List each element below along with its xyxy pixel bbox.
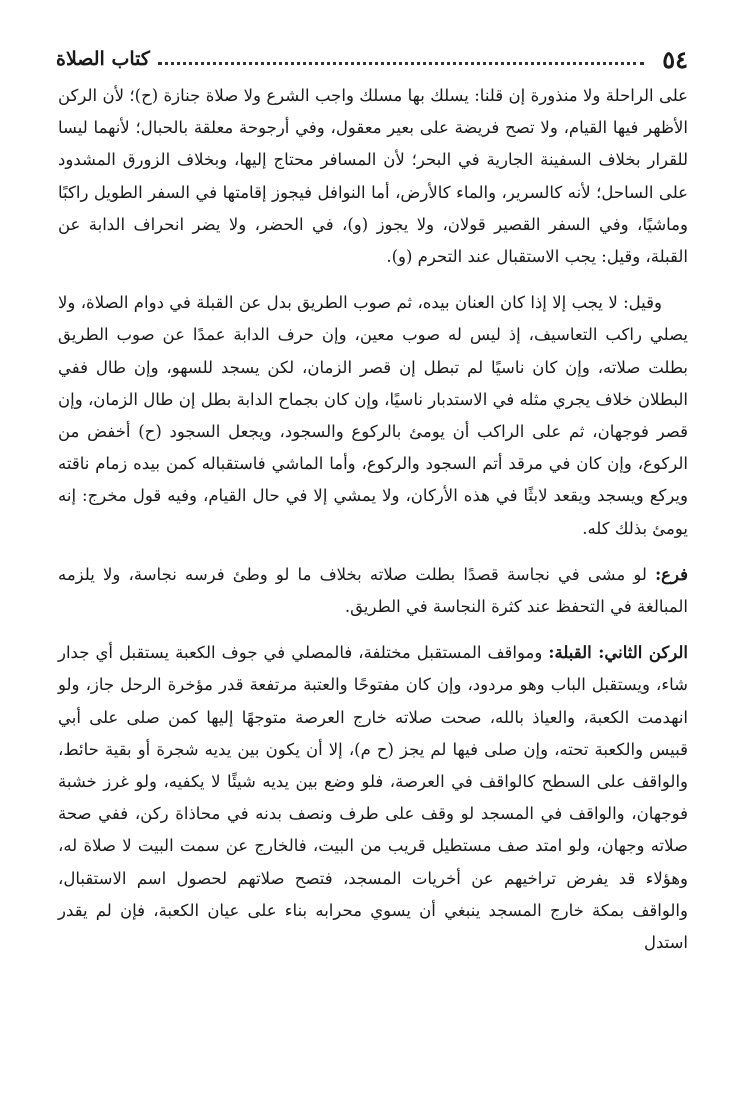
paragraph-lead: فرع:: [655, 564, 688, 584]
paragraph-text: على الراحلة ولا منذورة إن قلنا: يسلك بها مسلك واجب الشرع ولا صلاة جنازة (ح)؛ لأن الركن الأظهر فيها القيام، ولا تصح فريضة على بعير معقول، وفي أرجوحة معلقة بالحبال؛ لأنهما ليسا للقرار بخلاف السفينة الجارية في البحر؛ لأن المسافر محتاج إليها، وبخلاف الزورق المشدود على الساحل؛ لأنه كالسرير، والماء كالأرض، أما النوافل فيجوز إقامتها في السفر الطويل راكبًا وماشيًا، وفي السفر القصير قولان، ولا يجوز (و)، في الحضر، ولا يضر انحراف الدابة عن القبلة، وقيل: يجب الاستقبال عند التحرم (و).: [58, 86, 688, 267]
paragraph-lead: الركن الثاني: القبلة:: [548, 643, 688, 663]
paragraph: [58, 637, 688, 959]
header-leader-dots: [158, 62, 644, 65]
paragraph-text: وقيل: لا يجب إلا إذا كان العنان بيده، ثم صوب الطريق بدل عن القبلة في دوام الصلاة، ولا يصلي راكب التعاسيف، إذ ليس له صوب معين، وإن حرف الدابة عمدًا عن صوب الطريق بطلت صلاته، وإن كان ناسيًا لم تبطل إن قصر الزمان، لكن يسجد للسهو، وإن طال ففي البطلان خلاف يجري مثله في الاستدبار ناسيًا، وإن كان بجماح الدابة بطل إن طال الزمان، وإن قصر فوجهان، ثم على الراكب أن يومئ بالركوع والسجود، ويجعل السجود (ح) أخفض من الركوع، وإن كان في مرقد أتم السجود والركوع، وأما الماشي فاستقباله كمن بيده زمام ناقته ويركع ويسجد ويقعد لابثًا في هذه الأركان، ولا يمشي إلا في حال القيام، وفيه قول مخرج: إنه يومئ بذلك كله.: [58, 293, 688, 538]
paragraph: [58, 80, 688, 273]
paragraph: [58, 287, 688, 545]
paragraph-text: ومواقف المستقبل مختلفة، فالمصلي في جوف الكعبة يستقبل أي جدار شاء، ويستقبل الباب وهو مردود، وإن كان مفتوحًا والعتبة مرتفعة قدر مؤخرة الرحل جاز، ولو انهدمت الكعبة، والعياذ بالله، صحت صلاته خارج العرصة متوجهًا إليها كمن صلى على أبي قبيس والكعبة تحته، وإن صلى فيها لم يجز (ح م)، إلا أن يكون بين يديه شجرة أو بقية حائط، والواقف على السطح كالواقف في العرصة، فلو وضع بين يديه شيئًا لا يكفيه، ولو غرز خشبة فوجهان، والواقف في المسجد لو وقف على طرف ونصف بدنه في محاذاة ركن، ففي صحة صلاته وجهان، ولو امتد صف مستطيل قريب من البيت، فالخارج عن سمت البيت لا صلاة له، وهؤلاء قد يفرض تراخيهم عن أخريات المسجد، فتصح صلاتهم لحصول اسم الاستقبال، والواقف بمكة خارج المسجد ينبغي أن يسوي محرابه بناء على عيان الكعبة، فإن لم يقدر استدل: [58, 643, 688, 953]
paragraph-text: لو مشى في نجاسة قصدًا بطلت صلاته بخلاف ما لو وطئ فرسه نجاسة، ولا يلزمه المبالغة في التحفظ عند كثرة النجاسة في الطريق.: [58, 564, 688, 617]
body-text: [58, 80, 688, 959]
paragraph: [58, 559, 688, 623]
book-title: كتاب الصلاة: [56, 48, 150, 70]
page-number: ٥٤: [662, 44, 688, 74]
page-header: [56, 44, 688, 74]
